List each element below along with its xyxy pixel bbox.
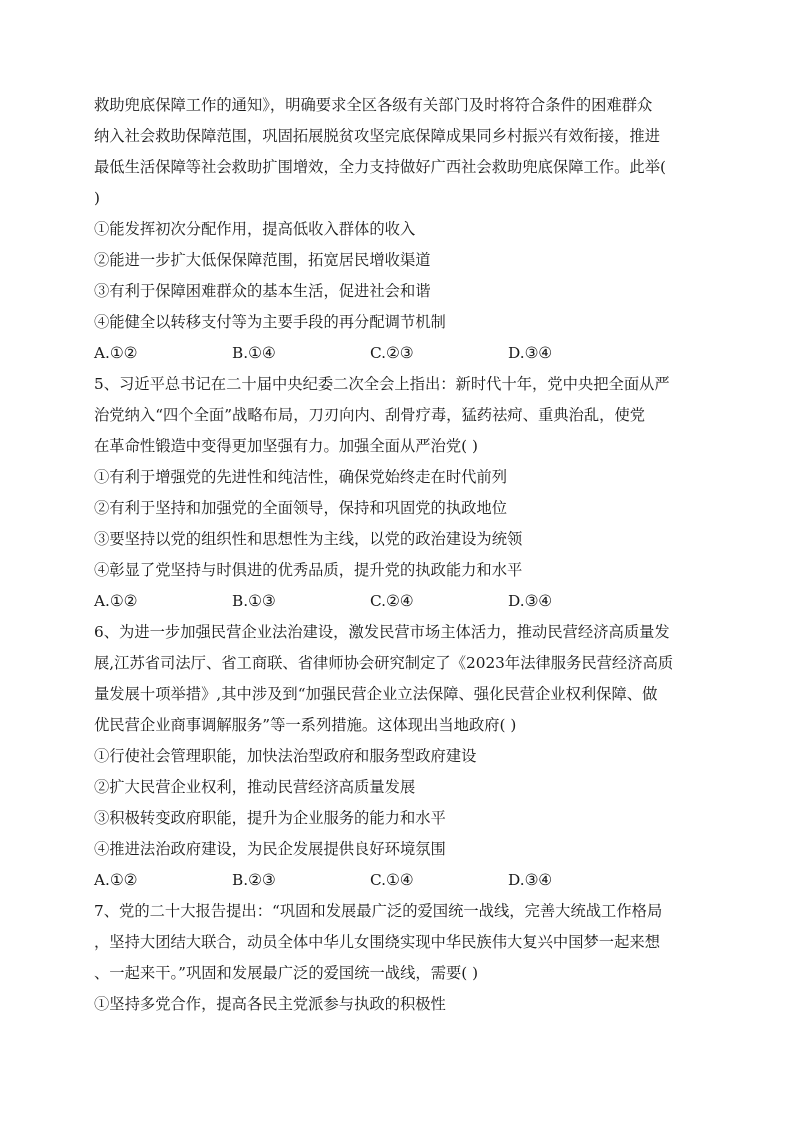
answer-options xyxy=(94,865,704,896)
statement-item: ④彰显了党坚持与时俱进的优秀品质，提升党的执政能力和水平 xyxy=(94,561,523,579)
statement-item: ①能发挥初次分配作用，提高低收入群体的收入 xyxy=(94,220,416,238)
answer-option-b: B.①③ xyxy=(232,592,276,610)
answer-options xyxy=(94,586,704,617)
question-stem-line: ，坚持大团结大联合，动员全体中华儿女围绕实现中华民族伟大复兴中国梦一起来想 xyxy=(94,933,660,951)
question-5 xyxy=(94,369,704,617)
answer-option-d: D.③④ xyxy=(508,871,553,889)
statement-item: ④推进法治政府建设，为民企发展提供良好环境氛围 xyxy=(94,840,446,858)
answer-option-c: C.②③ xyxy=(370,344,414,362)
statement-item: ②有利于坚持和加强党的全面领导，保持和巩固党的执政地位 xyxy=(94,499,508,517)
statement-item: ④能健全以转移支付等为主要手段的再分配调节机制 xyxy=(94,313,446,331)
answer-option-b: B.②③ xyxy=(232,871,276,889)
question-stem-line: 纳入社会救助保障范围，巩固拓展脱贫攻坚完底保障成果同乡村振兴有效衔接，推进 xyxy=(94,127,660,145)
question-4 xyxy=(94,90,704,369)
statement-item: ③要坚持以党的组织性和思想性为主线，以党的政治建设为统领 xyxy=(94,530,523,548)
question-7 xyxy=(94,896,704,1020)
question-stem-line: 优民营企业商事调解服务”等一系列措施。这体现出当地政府( ) xyxy=(94,716,517,734)
answer-option-b: B.①④ xyxy=(232,344,276,362)
page-content xyxy=(94,90,704,1020)
answer-option-d: D.③④ xyxy=(508,592,553,610)
statement-item: ③积极转变政府职能，提升为企业服务的能力和水平 xyxy=(94,809,446,827)
question-stem-line: 展,江苏省司法厅、省工商联、省律师协会研究制定了《2023年法律服务民营经济高质 xyxy=(94,654,674,672)
statement-item: ①行使社会管理职能，加快法治型政府和服务型政府建设 xyxy=(94,747,477,765)
question-stem-line: 5、习近平总书记在二十届中央纪委二次全会上指出：新时代十年，党中央把全面从严 xyxy=(94,375,670,393)
answer-option-c: C.②④ xyxy=(370,592,414,610)
answer-option-d: D.③④ xyxy=(508,344,553,362)
question-stem-line: 治党纳入“四个全面”战略布局，刀刃向内、刮骨疗毒，猛药祛疴、重典治乱，使党 xyxy=(94,406,646,424)
answer-options xyxy=(94,338,704,369)
question-stem-line: 最低生活保障等社会救助扩围增效，全力支持做好广西社会救助兜底保障工作。此举( xyxy=(94,158,666,176)
answer-option-a: A.①② xyxy=(94,592,138,610)
answer-option-a: A.①② xyxy=(94,871,138,889)
question-stem-line: 在革命性锻造中变得更加坚强有力。加强全面从严治党( ) xyxy=(94,437,478,455)
question-stem-line: 6、为进一步加强民营企业法治建设，激发民营市场主体活力，推动民营经济高质量发 xyxy=(94,623,670,641)
answer-option-a: A.①② xyxy=(94,344,138,362)
statement-item: ③有利于保障困难群众的基本生活，促进社会和谐 xyxy=(94,282,431,300)
question-6 xyxy=(94,617,704,896)
statement-item: ①有利于增强党的先进性和纯洁性，确保党始终走在时代前列 xyxy=(94,468,508,486)
question-stem-line: ) xyxy=(94,189,100,207)
statement-item: ②能进一步扩大低保保障范围，拓宽居民增收渠道 xyxy=(94,251,431,269)
answer-option-c: C.①④ xyxy=(370,871,414,889)
question-stem-line: 、一起来干。”巩固和发展最广泛的爱国统一战线，需要( ) xyxy=(94,964,479,982)
statement-item: ①坚持多党合作，提高各民主党派参与执政的积极性 xyxy=(94,995,446,1013)
statement-item: ②扩大民营企业权利，推动民营经济高质量发展 xyxy=(94,778,416,796)
question-stem-line: 救助兜底保障工作的通知》，明确要求全区各级有关部门及时将符合条件的困难群众 xyxy=(94,96,653,114)
question-stem-line: 7、党的二十大报告提出：“巩固和发展最广泛的爱国统一战线，完善大统战工作格局 xyxy=(94,902,663,920)
question-stem-line: 量发展十项举措》,其中涉及到“加强民营企业立法保障、强化民营企业权利保障、做 xyxy=(94,685,658,703)
